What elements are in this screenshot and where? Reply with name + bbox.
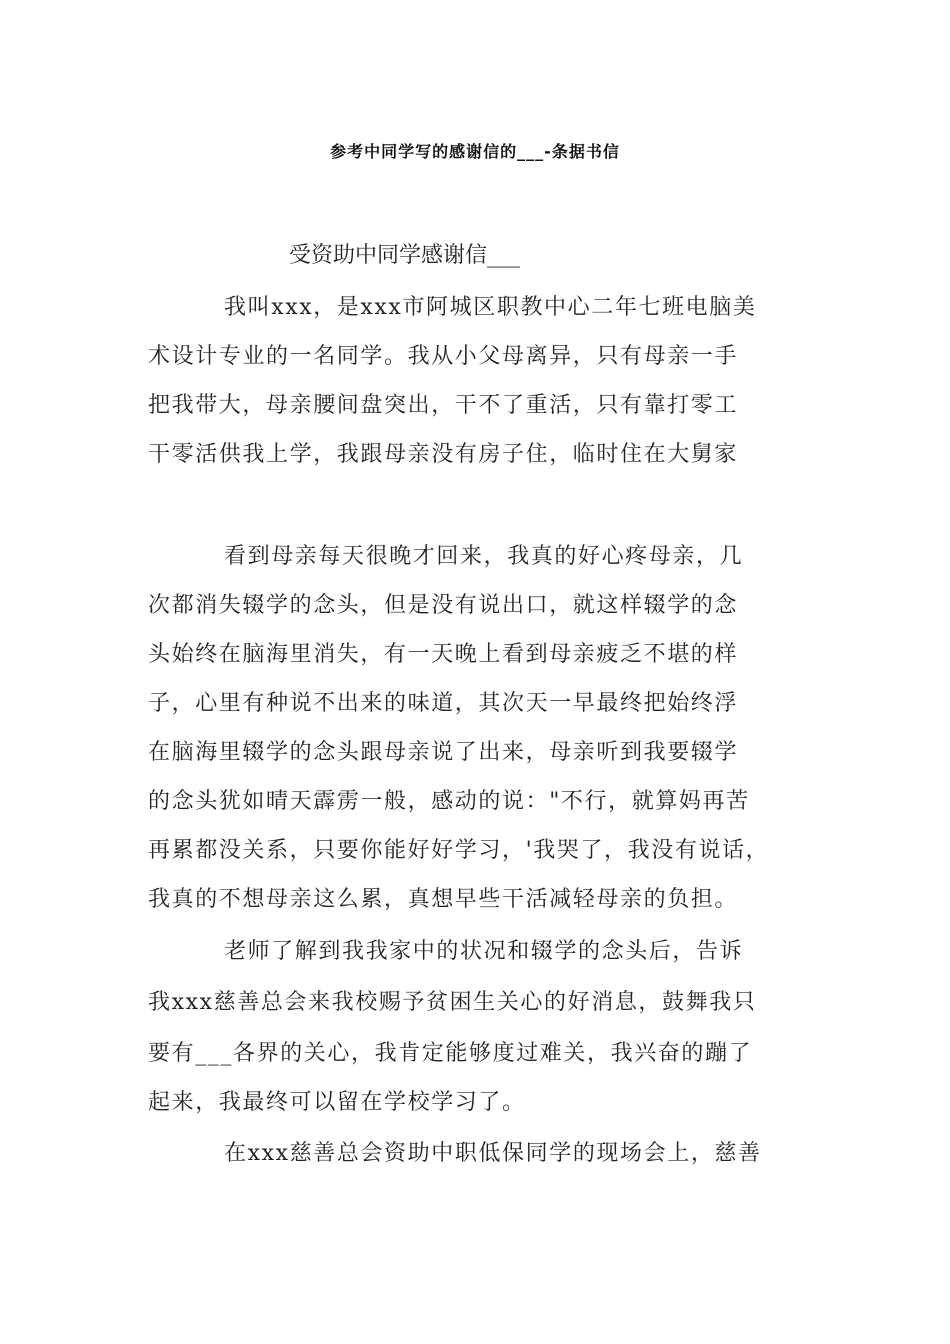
- paragraph-line: 把我带大，母亲腰间盘突出，干不了重活，只有靠打零工: [148, 393, 739, 418]
- paragraph-line: 起来，我最终可以留在学校学习了。: [148, 1090, 526, 1115]
- paragraph-line: 老师了解到我我家中的状况和辍学的念头后，告诉: [224, 939, 744, 964]
- paragraph-line: 次都消失辍学的念头，但是没有说出口，就这样辍学的念: [148, 593, 739, 618]
- document-title: 参考中同学写的感谢信的___-条据书信: [330, 142, 620, 161]
- paragraph-line: 要有___各界的关心，我肯定能够度过难关，我兴奋的蹦了: [148, 1041, 753, 1066]
- paragraph-line: 在脑海里辍学的念头跟母亲说了出来，母亲听到我要辍学: [148, 740, 739, 765]
- paragraph-line: 我真的不想母亲这么累，真想早些干活减轻母亲的负担。: [148, 887, 739, 912]
- paragraph-line: 子，心里有种说不出来的味道，其次天一早最终把始终浮: [148, 691, 739, 716]
- letter-subtitle: 受资助中同学感谢信___: [289, 243, 521, 268]
- paragraph-line: 再累都没关系，只要你能好好学习，'我哭了，我没有说话，: [148, 838, 770, 863]
- paragraph-line: 头始终在脑海里消失，有一天晚上看到母亲疲乏不堪的样: [148, 642, 739, 667]
- paragraph-line: 的念头犹如晴天霹雳一般，感动的说："不行，就算妈再苦: [148, 789, 750, 814]
- paragraph-line: 我xxx慈善总会来我校赐予贫困生关心的好消息，鼓舞我只: [148, 990, 757, 1015]
- paragraph-line: 看到母亲每天很晚才回来，我真的好心疼母亲，几: [224, 544, 744, 569]
- paragraph-line: 术设计专业的一名同学。我从小父母离异，只有母亲一手: [148, 344, 739, 369]
- paragraph-line: 干零活供我上学，我跟母亲没有房子住，临时住在大舅家: [148, 442, 739, 467]
- paragraph-line: 我叫xxx，是xxx市阿城区职教中心二年七班电脑美: [224, 295, 757, 320]
- paragraph-line: 在xxx慈善总会资助中职低保同学的现场会上，慈善: [224, 1141, 762, 1166]
